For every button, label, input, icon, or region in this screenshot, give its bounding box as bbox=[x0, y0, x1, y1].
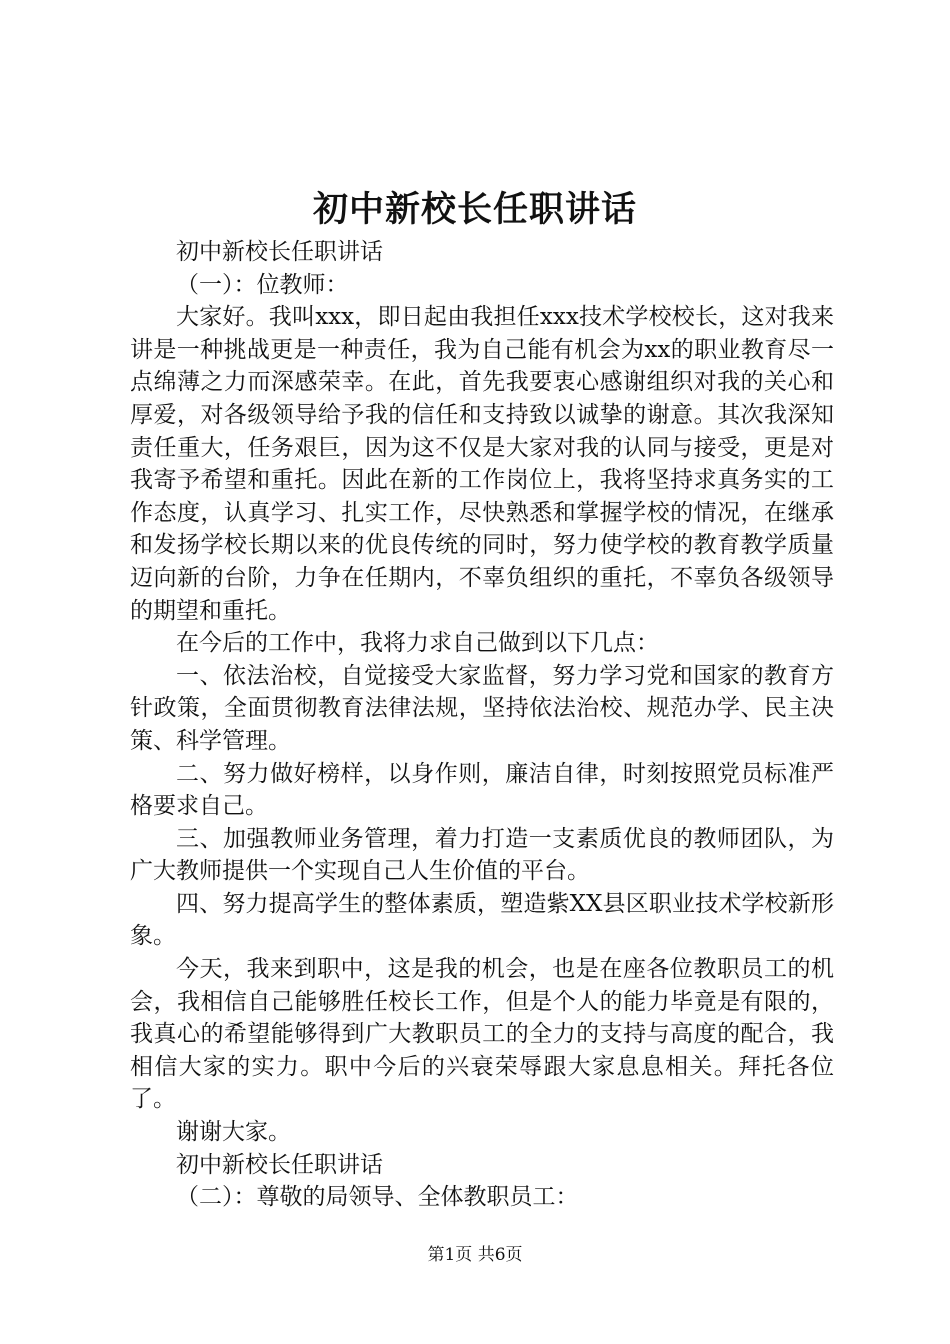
paragraph-salutation-2: （二）：尊敬的局领导、全体教职员工： bbox=[176, 1184, 579, 1211]
page-number-footer: 第1页 共6页 bbox=[427, 1245, 523, 1265]
paragraph-point-1: 一、依法治校，自觉接受大家监督，努力学习党和国家的教育方针政策，全面贯彻教育法律法规，坚持依法治校、规范办学、民主决策、科学管理。 bbox=[130, 662, 834, 754]
document-title: 初中新校长任职讲话 bbox=[312, 189, 637, 230]
paragraph-subtitle-2: 初中新校长任职讲话 bbox=[176, 1151, 383, 1178]
paragraph-points-lead: 在今后的工作中，我将力求自己做到以下几点： bbox=[176, 630, 659, 657]
paragraph-point-2: 二、努力做好榜样，以身作则，廉洁自律，时刻按照党员标准严格要求自己。 bbox=[130, 760, 834, 820]
paragraph-closing: 今天，我来到职中，这是我的机会，也是在座各位教职员工的机会，我相信自己能够胜任校长工作，但是个人的能力毕竟是有限的，我真心的希望能够得到广大教职员工的全力的支持与高度的配合，我相信大家的实力。职中今后的兴衰荣辱跟大家息息相关。拜托各位了。 bbox=[130, 956, 834, 1113]
paragraph-intro: 大家好。我叫xxx，即日起由我担任xxx技术学校校长，这对我来讲是一种挑战更是一种责任，我为自己能有机会为xx的职业教育尽一点绵薄之力而深感荣幸。在此，首先我要衷心感谢组织对我的关心和厚爱，对各级领导给予我的信任和支持致以诚挚的谢意。其次我深知责任重大，任务艰巨，因为这不仅是大家对我的认同与接受，更是对我寄予希望和重托。因此在新的工作岗位上，我将坚持求真务实的工作态度，认真学习、扎实工作，尽快熟悉和掌握学校的情况，在继承和发扬学校长期以来的优良传统的同时，努力使学校的教育教学质量迈向新的台阶，力争在任期内，不辜负组织的重托，不辜负各级领导的期望和重托。 bbox=[130, 304, 834, 624]
document-body bbox=[130, 236, 834, 1214]
paragraph-point-3: 三、加强教师业务管理，着力打造一支素质优良的教师团队，为广大教师提供一个实现自己人生价值的平台。 bbox=[130, 825, 834, 885]
paragraph-salutation-1: （一）：位教师： bbox=[176, 271, 349, 298]
paragraph-point-4: 四、努力提高学生的整体素质，塑造紫XX县区职业技术学校新形象。 bbox=[130, 890, 834, 950]
paragraph-thanks: 谢谢大家。 bbox=[176, 1119, 291, 1146]
paragraph-subtitle-1: 初中新校长任职讲话 bbox=[176, 239, 383, 265]
